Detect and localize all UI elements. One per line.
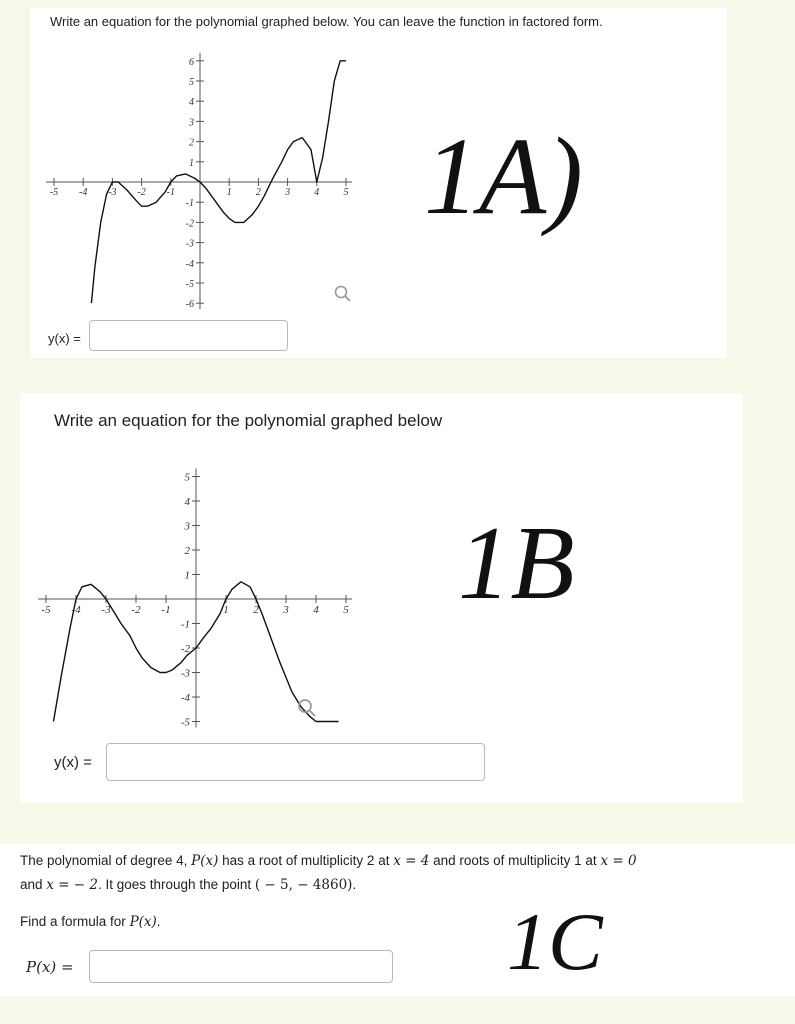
y-tick-label: -5 [185,279,194,290]
x-tick-label: -3 [108,187,117,198]
q3-find-P: P(x) [129,914,157,930]
x-tick-label: -2 [131,604,141,616]
x-tick-label: 5 [343,187,349,198]
q3-point: ( − 5, − 4860) [254,877,353,893]
y-tick-label: -5 [180,716,190,729]
magnifier-icon[interactable] [333,284,353,304]
y-tick-label: 2 [184,545,190,557]
graph-1 [40,40,370,310]
x-tick-label: -1 [166,187,175,198]
y-tick-label: -6 [185,299,194,311]
y-tick-label: -3 [185,238,194,250]
y-tick-label: 5 [184,471,190,484]
x-tick-label: 5 [343,604,349,616]
y-tick-label: -2 [185,218,194,230]
q3-eq3: x = − 2 [46,877,98,893]
y-tick-label: 3 [184,520,190,533]
note-1c-text: 1C [507,896,603,987]
magnifier-icon[interactable] [296,697,318,719]
q3-find-text: Find a formula for [20,914,126,929]
y-tick-label: 6 [189,56,194,68]
answer-2-label: y(x) = [54,754,92,771]
y-tick-label: -3 [180,667,190,680]
x-tick-label: 4 [313,604,319,616]
answer-2-input[interactable] [106,743,485,781]
x-tick-label: 2 [253,604,259,616]
y-tick-label: -2 [180,643,190,655]
x-tick-label: 1 [226,187,232,198]
handwritten-note-1c [505,889,615,987]
y-tick-label: 2 [189,137,194,149]
answer-3-input[interactable] [89,950,393,983]
x-tick-label: -4 [71,604,81,616]
y-tick-label: 1 [189,157,194,169]
x-tick-label: -1 [161,604,171,616]
q3-text-a: The polynomial of degree 4, [20,853,188,868]
x-tick-label: 4 [314,187,320,198]
q3-text-c: and roots of multiplicity 1 at [433,853,597,868]
x-tick-label: 1 [223,604,229,616]
question-3-line-2 [20,877,356,893]
x-tick-label: -2 [137,187,146,198]
x-tick-label: -3 [101,604,111,616]
answer-1-label: y(x) = [48,331,81,346]
answer-3-label: P(x) = [26,958,74,976]
question-1-prompt: Write an equation for the polynomial graphed below. You can leave the function in factored form. [50,14,603,29]
y-tick-label: 5 [189,77,194,88]
x-tick-label: 2 [255,187,261,198]
q3-eq1: x = 4 [393,853,430,869]
q3-eq2: x = 0 [600,853,637,869]
graph-2 [41,448,368,729]
x-tick-label: -4 [79,187,88,198]
q3-text-d: and [20,877,43,892]
y-tick-label: -4 [185,258,194,270]
y-tick-label: 3 [189,117,194,129]
question-3-find [20,914,161,930]
handwritten-note-1b [456,488,586,628]
y-tick-label: 4 [189,97,194,109]
y-tick-label: -4 [180,692,190,704]
q3-period: . [352,877,357,892]
x-tick-label: 3 [283,604,289,616]
y-tick-label: 1 [184,569,190,582]
y-tick-label: -1 [180,618,190,631]
note-1b-text: 1B [458,504,575,621]
question-2-panel [20,393,743,803]
x-tick-label: 3 [285,187,291,198]
question-3-line-1 [20,853,637,869]
note-1a-text: 1A) [424,115,583,237]
answer-1-input[interactable] [89,320,288,351]
question-1-panel [30,8,727,358]
x-tick-label: -5 [49,187,59,198]
handwritten-note-1a [420,93,583,237]
x-tick-label: -5 [41,604,51,616]
q3-text-b: has a root of multiplicity 2 at [222,853,390,868]
q3-P: P(x) [191,853,219,869]
q3-text-e: . It goes through the point [98,877,252,892]
question-2-prompt: Write an equation for the polynomial graphed below [54,411,443,430]
q3-find-period: . [156,914,161,929]
y-tick-label: 4 [184,496,190,508]
y-tick-label: -1 [185,198,194,210]
question-3-panel [0,844,795,996]
